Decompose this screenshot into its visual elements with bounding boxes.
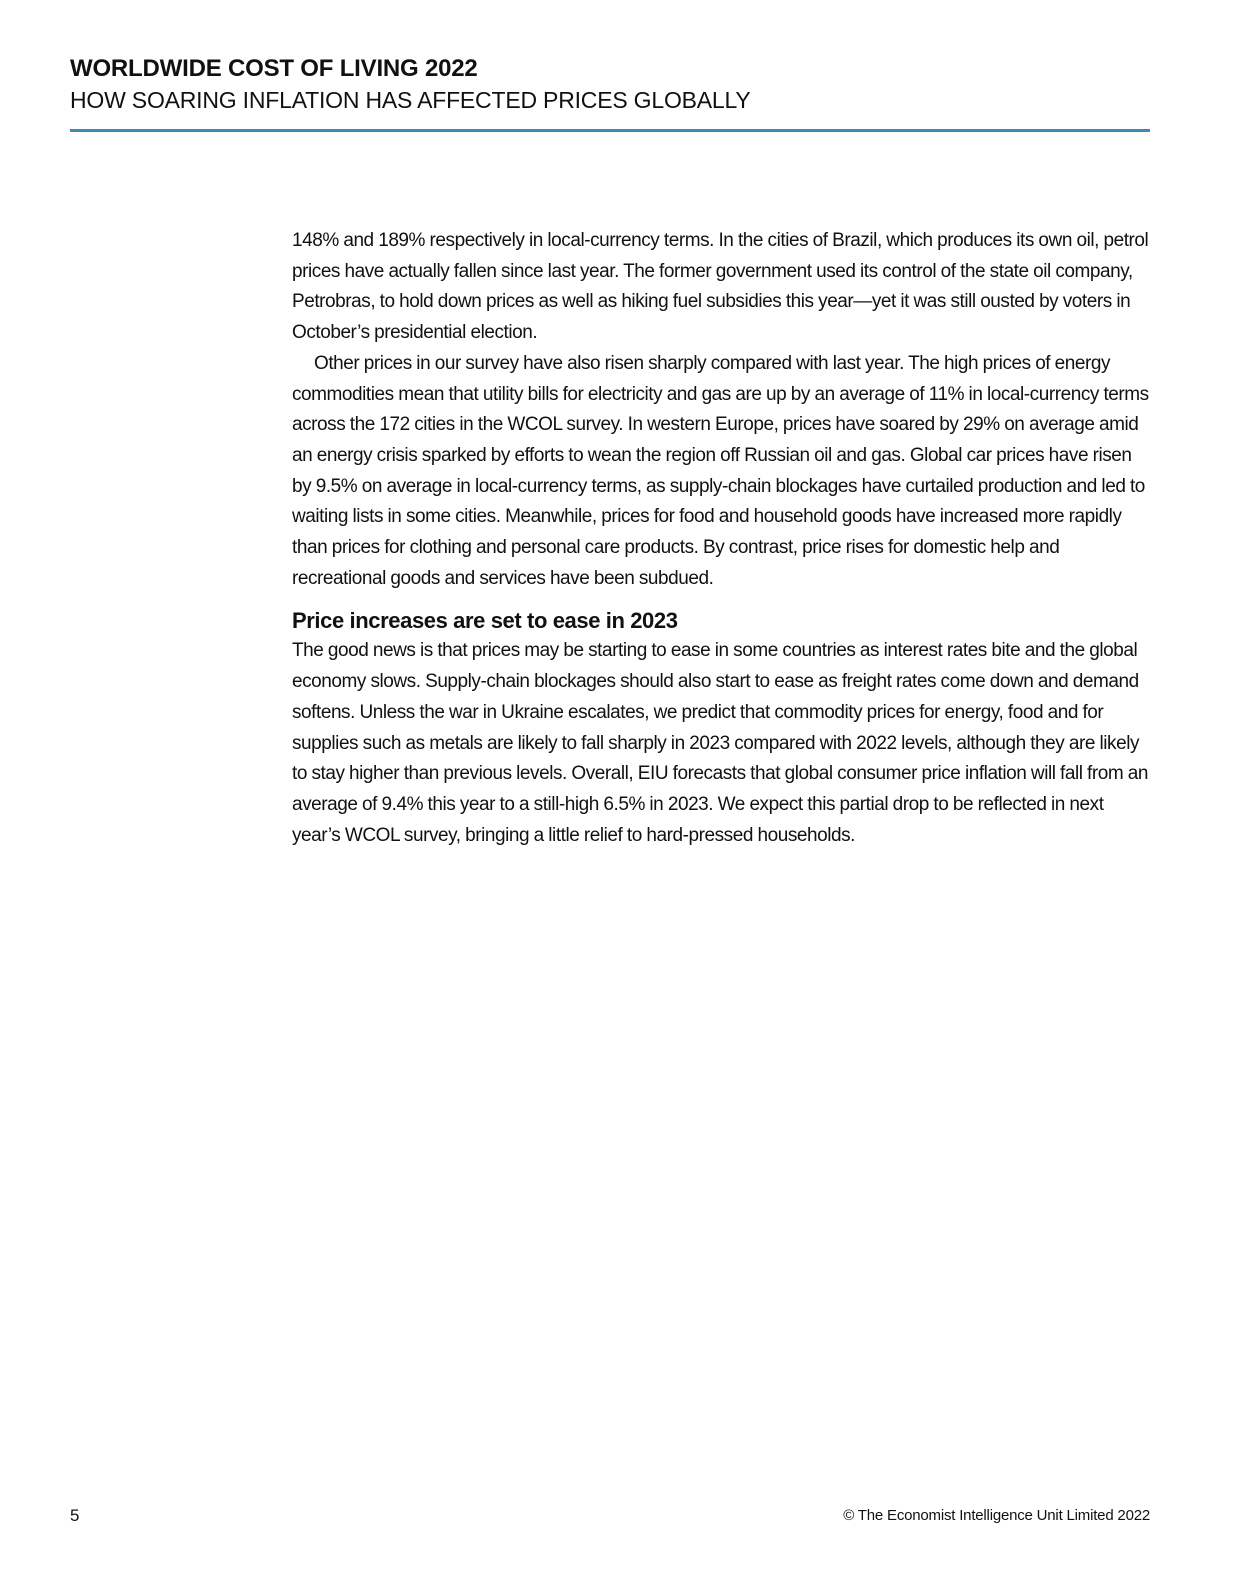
document-title: WORLDWIDE COST OF LIVING 2022 <box>70 55 478 82</box>
page-number: 5 <box>70 1506 80 1525</box>
body-paragraph-3: The good news is that prices may be starting to ease in some countries as interest rates bite and the global economy slows. Supply-chain blockages should also start to ease as freight rates come down and demand softens. Unless the war in Ukraine escalates, we predict that commodity prices for energy, food and for supplies such as metals are likely to fall sharply in 2023 compared with 2022 levels, although they are likely to stay higher than previous levels. Overall, EIU forecasts that global consumer price inflation will fall from an average of 9.4% this year to a still-high 6.5% in 2023. We expect this partial drop to be reflected in next year’s WCOL survey, bringing a little relief to hard-pressed households. <box>292 640 1149 846</box>
page-header <box>70 54 1150 116</box>
main-content <box>292 226 1154 851</box>
document-subtitle: HOW SOARING INFLATION HAS AFFECTED PRICES GLOBALLY <box>70 87 751 113</box>
body-paragraph-2: Other prices in our survey have also risen sharply compared with last year. The high prices of energy commodities mean that utility bills for electricity and gas are up by an average of 11% in local-currency terms across the 172 cities in the WCOL survey. In western Europe, prices have soared by 29% on average amid an energy crisis sparked by efforts to wean the region off Russian oil and gas. Global car prices have risen by 9.5% on average in local-currency terms, as supply-chain blockages have curtailed production and led to waiting lists in some cities. Meanwhile, prices for food and household goods have increased more rapidly than prices for clothing and personal care products. By contrast, price rises for domestic help and recreational goods and services have been subdued. <box>292 352 1149 589</box>
section-heading: Price increases are set to ease in 2023 <box>292 608 678 634</box>
copyright-notice: © The Economist Intelligence Unit Limited 2022 <box>843 1507 1150 1524</box>
header-divider <box>70 129 1150 132</box>
body-paragraph-1: 148% and 189% respectively in local-currency terms. In the cities of Brazil, which produces its own oil, petrol prices have actually fallen since last year. The former government used its control of the state oil company, Petrobras, to hold down prices as well as hiking fuel subsidies this year—yet it was still ousted by voters in October’s presidential election. <box>292 230 1149 344</box>
